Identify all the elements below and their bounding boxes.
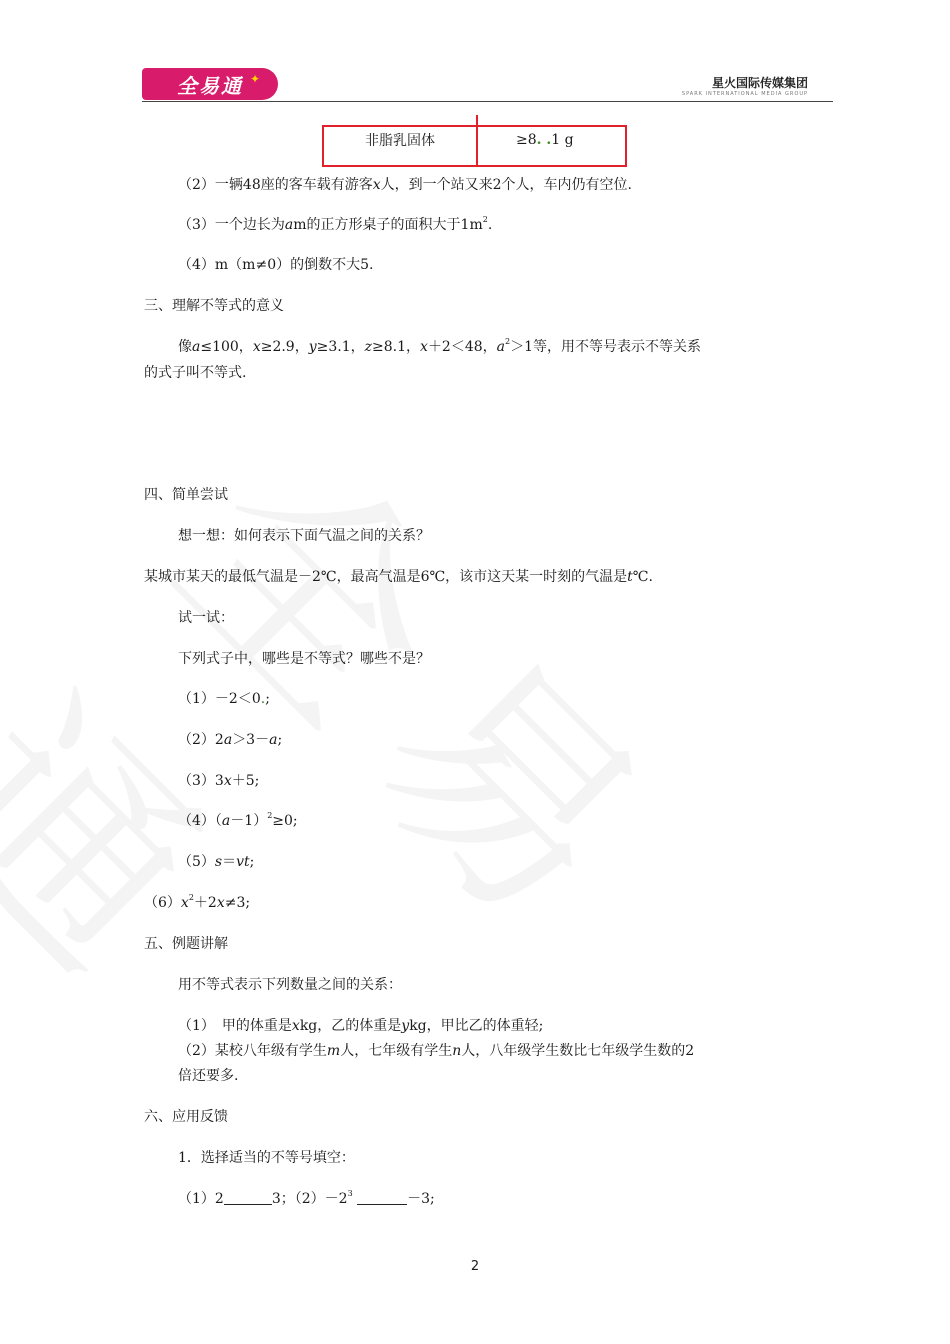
- section-6-heading: 六、应用反馈: [144, 1109, 228, 1125]
- header-divider: [142, 101, 833, 102]
- superscript: 2: [188, 893, 194, 902]
- text: ＋5;: [231, 773, 260, 789]
- text: ;: [265, 691, 270, 707]
- var: x: [216, 895, 225, 911]
- text: ≥8.1，: [372, 339, 421, 355]
- section-3-heading: 三、理解不等式的意义: [144, 298, 284, 314]
- text: ≥3.1，: [316, 339, 365, 355]
- var: x: [291, 1018, 300, 1034]
- text: .: [487, 217, 493, 233]
- logo-text: 全易通: [177, 73, 243, 98]
- var: x: [223, 773, 232, 789]
- text: （6）: [144, 895, 181, 911]
- company-name-cn: 星火国际传媒集团: [711, 76, 808, 90]
- think-prompt: 想一想：如何表示下面气温之间的关系？: [178, 528, 430, 544]
- example-intro: 用不等式表示下列数量之间的关系：: [178, 977, 402, 993]
- superscript: 2: [267, 811, 273, 820]
- text: （1）－2＜0: [178, 691, 261, 707]
- company-name-en: SPARK INTERNATIONAL MEDIA GROUP: [681, 91, 808, 97]
- nutrition-table-row: [322, 125, 627, 167]
- try-question: 下列式子中，哪些是不等式？哪些不是？: [178, 651, 430, 667]
- var: x: [252, 339, 261, 355]
- section-4-heading: 四、简单尝试: [144, 487, 228, 503]
- text: ＝: [222, 854, 237, 870]
- question-4: （4）m（m≠0）的倒数不大5.: [178, 257, 374, 273]
- brand-logo: [142, 68, 278, 100]
- try-prompt: 试一试：: [178, 610, 234, 626]
- text: ＋2＜48，: [427, 339, 497, 355]
- question-3: [178, 216, 492, 234]
- expression-6: [144, 894, 250, 912]
- text: （2）2: [178, 732, 224, 748]
- text: kg，甲比乙的体重轻;: [409, 1018, 544, 1034]
- example-1: [178, 1017, 543, 1035]
- section-5-heading: 五、例题讲解: [144, 936, 228, 952]
- text: ≤100，: [200, 339, 253, 355]
- text: （1）2: [178, 1191, 224, 1207]
- var: m: [326, 1043, 341, 1059]
- value-post: 1 g: [551, 132, 574, 148]
- text: ℃.: [632, 569, 653, 585]
- var: n: [452, 1043, 462, 1059]
- text: （3）3: [178, 773, 224, 789]
- star-icon: ✦: [249, 72, 262, 86]
- superscript: 2: [482, 215, 488, 224]
- text: ＞1等，用不等号表示不等关系: [510, 339, 702, 355]
- text: 人，七年级有学生: [340, 1043, 453, 1059]
- var: x: [372, 177, 381, 193]
- var: z: [364, 339, 373, 355]
- var: t: [627, 569, 633, 585]
- answer-blank-1[interactable]: [224, 1190, 272, 1205]
- var: x: [420, 339, 428, 355]
- watermark: [0, 370, 777, 1275]
- var: a: [192, 339, 201, 355]
- text: 像: [178, 339, 192, 355]
- text: ;: [249, 854, 255, 870]
- answer-blank-2[interactable]: [357, 1190, 407, 1205]
- expression-2: [178, 731, 282, 749]
- table-cell-value: [478, 115, 625, 165]
- text: kg，乙的体重是: [299, 1018, 402, 1034]
- text: ＞3－: [232, 732, 270, 748]
- text: 3；（2）－2: [271, 1191, 348, 1207]
- var: y: [401, 1018, 410, 1034]
- var: a: [496, 339, 506, 355]
- section-3-paragraph-cont: 的式子叫不等式.: [144, 365, 247, 381]
- text: （5）: [178, 854, 215, 870]
- var: y: [308, 339, 317, 355]
- var: a: [269, 732, 278, 748]
- text: ;: [277, 732, 283, 748]
- example-2-cont: 倍还要多.: [178, 1068, 239, 1084]
- fill-task: 1．选择适当的不等号填空：: [178, 1150, 355, 1166]
- var: a: [223, 732, 233, 748]
- fill-items: [178, 1190, 435, 1208]
- expression-1: [178, 690, 270, 708]
- text: 某城市某天的最低气温是－2℃，最高气温是6℃，该市这天某一时刻的气温是: [144, 569, 628, 585]
- text: ＋2: [193, 895, 217, 911]
- var: s: [214, 854, 223, 870]
- value-pre: ≥8: [516, 132, 537, 148]
- superscript: 2: [505, 337, 511, 346]
- text: （1） 甲的体重是: [178, 1018, 292, 1034]
- text: （2）某校八年级有学生: [178, 1043, 327, 1059]
- expression-3: [178, 772, 259, 790]
- text: －1）: [230, 813, 268, 829]
- text: ≠3;: [224, 895, 251, 911]
- text: 人，八年级学生数比七年级学生数的2: [461, 1043, 695, 1059]
- value-dots: . .: [536, 132, 552, 148]
- table-cell-label: 非脂乳固体: [324, 115, 478, 165]
- company-name: [682, 74, 808, 97]
- example-2: [178, 1042, 694, 1060]
- text: －3;: [407, 1191, 435, 1207]
- expression-5: [178, 853, 254, 871]
- section-3-paragraph: [178, 338, 701, 356]
- var: a: [284, 217, 294, 233]
- question-2: [178, 176, 632, 194]
- text: （3）一个边长为: [178, 217, 285, 233]
- text: m的正方形桌子的面积大于1m: [293, 217, 483, 233]
- var: vt: [236, 854, 250, 870]
- text: 人，到一个站又来2个人，车内仍有空位.: [380, 177, 632, 193]
- expression-4: [178, 812, 298, 830]
- text: ≥0;: [272, 813, 298, 829]
- var: a: [221, 813, 231, 829]
- text: （4）（: [178, 813, 222, 829]
- temperature-problem: [144, 568, 653, 586]
- superscript: 3: [347, 1189, 353, 1198]
- text: （2）一辆48座的客车载有游客: [178, 177, 373, 193]
- text: ≥2.9，: [260, 339, 309, 355]
- mark: .: [260, 691, 266, 707]
- var: x: [180, 895, 189, 911]
- page-number: 2: [470, 1259, 480, 1274]
